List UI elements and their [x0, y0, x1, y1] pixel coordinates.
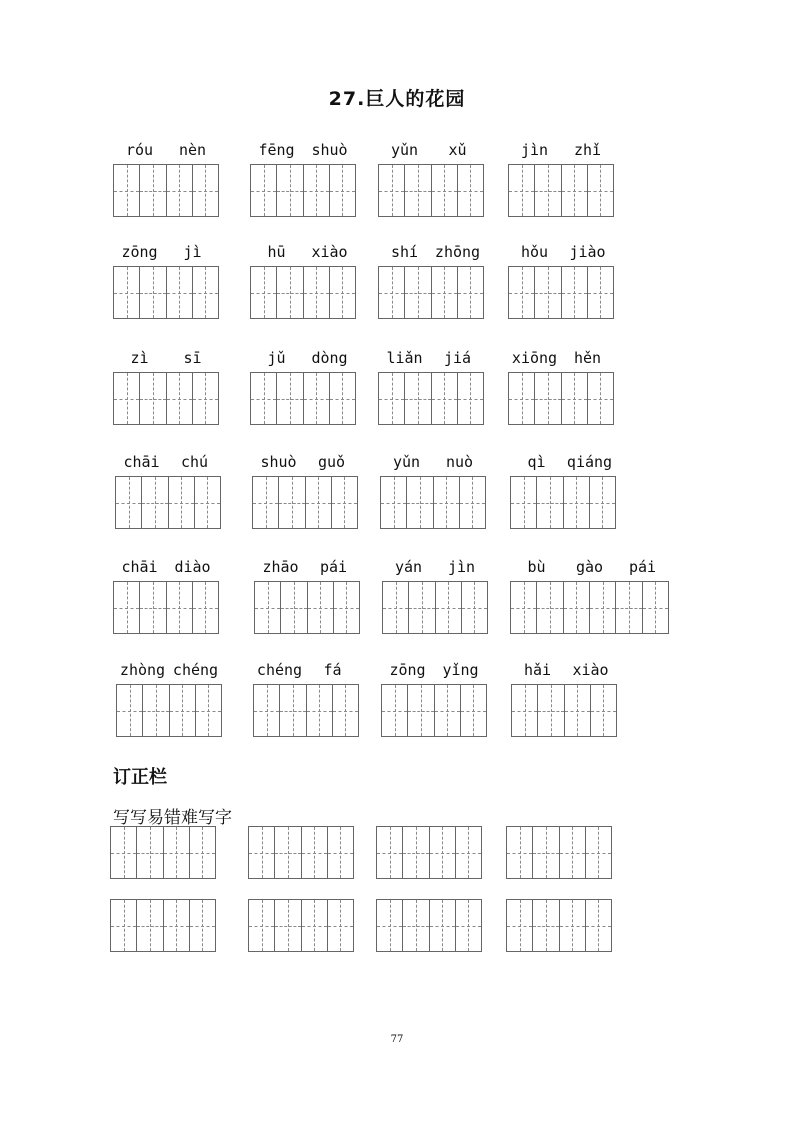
- writing-grid[interactable]: [254, 581, 360, 634]
- pinyin-syllable: bù: [527, 558, 546, 576]
- pinyin-syllable: chāi: [123, 453, 160, 471]
- writing-cell[interactable]: [192, 582, 218, 633]
- pinyin-syllable: pái: [628, 558, 657, 576]
- pinyin-syllable: yǔn: [392, 453, 421, 471]
- writing-cell[interactable]: [192, 373, 218, 424]
- writing-grid[interactable]: [113, 372, 219, 425]
- writing-cell[interactable]: [111, 827, 136, 878]
- writing-cell[interactable]: [379, 267, 404, 318]
- writing-cell[interactable]: [534, 267, 560, 318]
- writing-cell[interactable]: [168, 477, 194, 528]
- pinyin-syllable: guǒ: [317, 453, 346, 471]
- writing-cell[interactable]: [561, 373, 587, 424]
- writing-cell[interactable]: [276, 267, 302, 318]
- writing-grid[interactable]: [382, 581, 488, 634]
- writing-grid[interactable]: [113, 164, 219, 217]
- writing-cell[interactable]: [435, 582, 461, 633]
- pinyin-syllable: jìn: [520, 141, 549, 159]
- pinyin-syllable: fá: [323, 661, 342, 679]
- writing-cell[interactable]: [559, 900, 585, 951]
- writing-cell[interactable]: [329, 373, 355, 424]
- writing-cell[interactable]: [303, 373, 329, 424]
- writing-cell[interactable]: [114, 267, 139, 318]
- pinyin-syllable: gào: [575, 558, 604, 576]
- writing-grid[interactable]: [510, 476, 616, 529]
- writing-grid[interactable]: [252, 476, 358, 529]
- pinyin-syllable: yǐng: [442, 661, 479, 679]
- writing-cell[interactable]: [615, 582, 641, 633]
- pinyin-syllable: qì: [527, 453, 546, 471]
- pinyin-syllable: hū: [267, 243, 286, 261]
- pinyin-syllable: jǔ: [267, 349, 286, 367]
- writing-cell[interactable]: [536, 477, 562, 528]
- writing-cell[interactable]: [590, 685, 616, 736]
- writing-cell[interactable]: [589, 582, 615, 633]
- pinyin-syllable: xiào: [572, 661, 609, 679]
- writing-cell[interactable]: [532, 827, 558, 878]
- writing-cell[interactable]: [279, 685, 305, 736]
- pinyin-syllable: shí: [390, 243, 419, 261]
- writing-cell[interactable]: [459, 477, 485, 528]
- writing-grid[interactable]: [250, 266, 356, 319]
- writing-cell[interactable]: [189, 827, 215, 878]
- writing-grid[interactable]: [508, 164, 614, 217]
- writing-cell[interactable]: [141, 477, 167, 528]
- writing-cell[interactable]: [585, 827, 611, 878]
- writing-cell[interactable]: [431, 267, 457, 318]
- writing-cell[interactable]: [404, 373, 430, 424]
- writing-cell[interactable]: [249, 827, 274, 878]
- writing-cell[interactable]: [382, 685, 407, 736]
- writing-cell[interactable]: [280, 582, 306, 633]
- writing-cell[interactable]: [536, 582, 562, 633]
- writing-cell[interactable]: [142, 685, 168, 736]
- writing-cell[interactable]: [507, 900, 532, 951]
- writing-cell[interactable]: [192, 267, 218, 318]
- writing-cell[interactable]: [587, 373, 613, 424]
- pinyin-syllable: róu: [125, 141, 154, 159]
- writing-cell[interactable]: [192, 165, 218, 216]
- writing-grid[interactable]: [381, 684, 487, 737]
- writing-cell[interactable]: [189, 900, 215, 951]
- pinyin-syllable: qiáng: [566, 453, 613, 471]
- writing-cell[interactable]: [407, 685, 433, 736]
- pinyin-syllable: zhōng: [434, 243, 481, 261]
- writing-cell[interactable]: [327, 900, 353, 951]
- pinyin-syllable: liǎn: [386, 349, 423, 367]
- writing-cell[interactable]: [163, 827, 189, 878]
- writing-cell[interactable]: [589, 477, 615, 528]
- writing-grid[interactable]: [116, 684, 222, 737]
- writing-cell[interactable]: [512, 685, 537, 736]
- writing-cell[interactable]: [139, 373, 165, 424]
- writing-cell[interactable]: [561, 267, 587, 318]
- writing-cell[interactable]: [377, 900, 402, 951]
- writing-grid[interactable]: [115, 476, 221, 529]
- writing-cell[interactable]: [276, 373, 302, 424]
- writing-cell[interactable]: [332, 685, 358, 736]
- writing-cell[interactable]: [377, 827, 402, 878]
- writing-grid[interactable]: [511, 684, 617, 737]
- writing-cell[interactable]: [429, 827, 455, 878]
- pinyin-syllable: chéng: [256, 661, 303, 679]
- pinyin-syllable: jiào: [569, 243, 606, 261]
- pinyin-syllable: zhòng: [119, 661, 166, 679]
- correction-writing-grid[interactable]: [110, 826, 216, 879]
- pinyin-syllable: zì: [130, 349, 149, 367]
- correction-writing-grid[interactable]: [110, 899, 216, 952]
- writing-cell[interactable]: [139, 267, 165, 318]
- pinyin-syllable: shuò: [311, 141, 348, 159]
- writing-cell[interactable]: [457, 373, 483, 424]
- writing-cell[interactable]: [166, 267, 192, 318]
- writing-cell[interactable]: [303, 165, 329, 216]
- writing-cell[interactable]: [139, 165, 165, 216]
- writing-cell[interactable]: [511, 477, 536, 528]
- writing-cell[interactable]: [585, 900, 611, 951]
- writing-cell[interactable]: [117, 685, 142, 736]
- writing-cell[interactable]: [404, 165, 430, 216]
- pinyin-syllable: chú: [180, 453, 209, 471]
- writing-cell[interactable]: [195, 685, 221, 736]
- writing-cell[interactable]: [306, 685, 332, 736]
- writing-cell[interactable]: [139, 582, 165, 633]
- writing-cell[interactable]: [431, 373, 457, 424]
- correction-writing-grid[interactable]: [506, 899, 612, 952]
- writing-cell[interactable]: [509, 373, 534, 424]
- writing-cell[interactable]: [251, 373, 276, 424]
- pinyin-syllable: zhāo: [262, 558, 299, 576]
- writing-cell[interactable]: [166, 582, 192, 633]
- writing-cell[interactable]: [434, 685, 460, 736]
- writing-cell[interactable]: [255, 582, 280, 633]
- writing-cell[interactable]: [402, 900, 428, 951]
- writing-cell[interactable]: [114, 373, 139, 424]
- pinyin-syllable: chāi: [121, 558, 158, 576]
- writing-grid[interactable]: [113, 581, 219, 634]
- writing-cell[interactable]: [429, 900, 455, 951]
- writing-cell[interactable]: [331, 477, 357, 528]
- writing-cell[interactable]: [433, 477, 459, 528]
- writing-grid[interactable]: [378, 266, 484, 319]
- writing-cell[interactable]: [511, 582, 536, 633]
- writing-cell[interactable]: [457, 165, 483, 216]
- writing-cell[interactable]: [253, 477, 278, 528]
- writing-cell[interactable]: [537, 685, 563, 736]
- correction-section-title: 订正栏: [113, 767, 167, 788]
- writing-cell[interactable]: [254, 685, 279, 736]
- writing-cell[interactable]: [111, 900, 136, 951]
- writing-cell[interactable]: [329, 165, 355, 216]
- writing-cell[interactable]: [169, 685, 195, 736]
- writing-cell[interactable]: [381, 477, 406, 528]
- writing-cell[interactable]: [276, 165, 302, 216]
- pinyin-syllable: nèn: [178, 141, 207, 159]
- writing-grid[interactable]: [378, 372, 484, 425]
- writing-cell[interactable]: [383, 582, 408, 633]
- writing-cell[interactable]: [249, 900, 274, 951]
- pinyin-syllable: pái: [319, 558, 348, 576]
- writing-cell[interactable]: [509, 165, 534, 216]
- writing-cell[interactable]: [563, 582, 589, 633]
- pinyin-syllable: hǎi: [523, 661, 552, 679]
- writing-cell[interactable]: [194, 477, 220, 528]
- writing-grid[interactable]: [508, 372, 614, 425]
- writing-cell[interactable]: [564, 685, 590, 736]
- writing-grid[interactable]: [253, 684, 359, 737]
- writing-cell[interactable]: [404, 267, 430, 318]
- writing-cell[interactable]: [532, 900, 558, 951]
- writing-grid[interactable]: [508, 266, 614, 319]
- writing-cell[interactable]: [379, 373, 404, 424]
- correction-writing-grid[interactable]: [506, 826, 612, 879]
- pinyin-syllable: zhǐ: [573, 141, 602, 159]
- pinyin-syllable: yán: [394, 558, 423, 576]
- writing-cell[interactable]: [455, 900, 481, 951]
- pinyin-syllable: shuò: [260, 453, 297, 471]
- writing-cell[interactable]: [136, 827, 162, 878]
- correction-writing-grid[interactable]: [248, 899, 354, 952]
- writing-grid[interactable]: [380, 476, 486, 529]
- writing-cell[interactable]: [406, 477, 432, 528]
- writing-cell[interactable]: [379, 165, 404, 216]
- correction-writing-grid[interactable]: [376, 899, 482, 952]
- page-number: 77: [390, 1034, 404, 1045]
- pinyin-syllable: sī: [183, 349, 202, 367]
- writing-cell[interactable]: [163, 900, 189, 951]
- pinyin-syllable: xiào: [311, 243, 348, 261]
- writing-cell[interactable]: [461, 582, 487, 633]
- pinyin-syllable: nuò: [445, 453, 474, 471]
- pinyin-syllable: chéng: [172, 661, 219, 679]
- pinyin-syllable: hěn: [573, 349, 602, 367]
- page-title: 27.巨人的花园: [328, 88, 466, 110]
- writing-cell[interactable]: [274, 827, 300, 878]
- writing-cell[interactable]: [327, 827, 353, 878]
- writing-grid[interactable]: [378, 164, 484, 217]
- writing-cell[interactable]: [303, 267, 329, 318]
- writing-cell[interactable]: [278, 477, 304, 528]
- writing-cell[interactable]: [402, 827, 428, 878]
- writing-cell[interactable]: [561, 165, 587, 216]
- writing-cell[interactable]: [534, 373, 560, 424]
- correction-writing-grid[interactable]: [376, 826, 482, 879]
- writing-cell[interactable]: [136, 900, 162, 951]
- writing-cell[interactable]: [460, 685, 486, 736]
- writing-grid[interactable]: [250, 372, 356, 425]
- writing-cell[interactable]: [408, 582, 434, 633]
- writing-cell[interactable]: [307, 582, 333, 633]
- pinyin-syllable: dòng: [311, 349, 348, 367]
- pinyin-syllable: xǔ: [448, 141, 467, 159]
- writing-cell[interactable]: [166, 165, 192, 216]
- writing-cell[interactable]: [559, 827, 585, 878]
- writing-grid[interactable]: [113, 266, 219, 319]
- writing-cell[interactable]: [116, 477, 141, 528]
- pinyin-syllable: yǔn: [390, 141, 419, 159]
- writing-cell[interactable]: [301, 827, 327, 878]
- writing-cell[interactable]: [333, 582, 359, 633]
- writing-cell[interactable]: [274, 900, 300, 951]
- pinyin-syllable: jìn: [447, 558, 476, 576]
- writing-cell[interactable]: [509, 267, 534, 318]
- writing-cell[interactable]: [642, 582, 668, 633]
- writing-cell[interactable]: [166, 373, 192, 424]
- pinyin-syllable: hǒu: [520, 243, 549, 261]
- writing-cell[interactable]: [329, 267, 355, 318]
- pinyin-syllable: zōng: [121, 243, 158, 261]
- pinyin-syllable: jì: [183, 243, 202, 261]
- pinyin-syllable: jiá: [443, 349, 472, 367]
- writing-cell[interactable]: [455, 827, 481, 878]
- writing-cell[interactable]: [457, 267, 483, 318]
- writing-cell[interactable]: [114, 582, 139, 633]
- writing-cell[interactable]: [507, 827, 532, 878]
- writing-cell[interactable]: [563, 477, 589, 528]
- writing-cell[interactable]: [305, 477, 331, 528]
- writing-cell[interactable]: [114, 165, 139, 216]
- writing-grid[interactable]: [250, 164, 356, 217]
- pinyin-syllable: fēng: [258, 141, 295, 159]
- writing-cell[interactable]: [251, 267, 276, 318]
- writing-cell[interactable]: [587, 267, 613, 318]
- pinyin-syllable: xiōng: [511, 349, 558, 367]
- writing-cell[interactable]: [534, 165, 560, 216]
- pinyin-syllable: zōng: [389, 661, 426, 679]
- writing-grid[interactable]: [510, 581, 669, 634]
- correction-section-subtitle: 写写易错难写字: [113, 808, 232, 828]
- writing-cell[interactable]: [587, 165, 613, 216]
- writing-cell[interactable]: [431, 165, 457, 216]
- writing-cell[interactable]: [301, 900, 327, 951]
- writing-cell[interactable]: [251, 165, 276, 216]
- pinyin-syllable: diào: [174, 558, 211, 576]
- correction-writing-grid[interactable]: [248, 826, 354, 879]
